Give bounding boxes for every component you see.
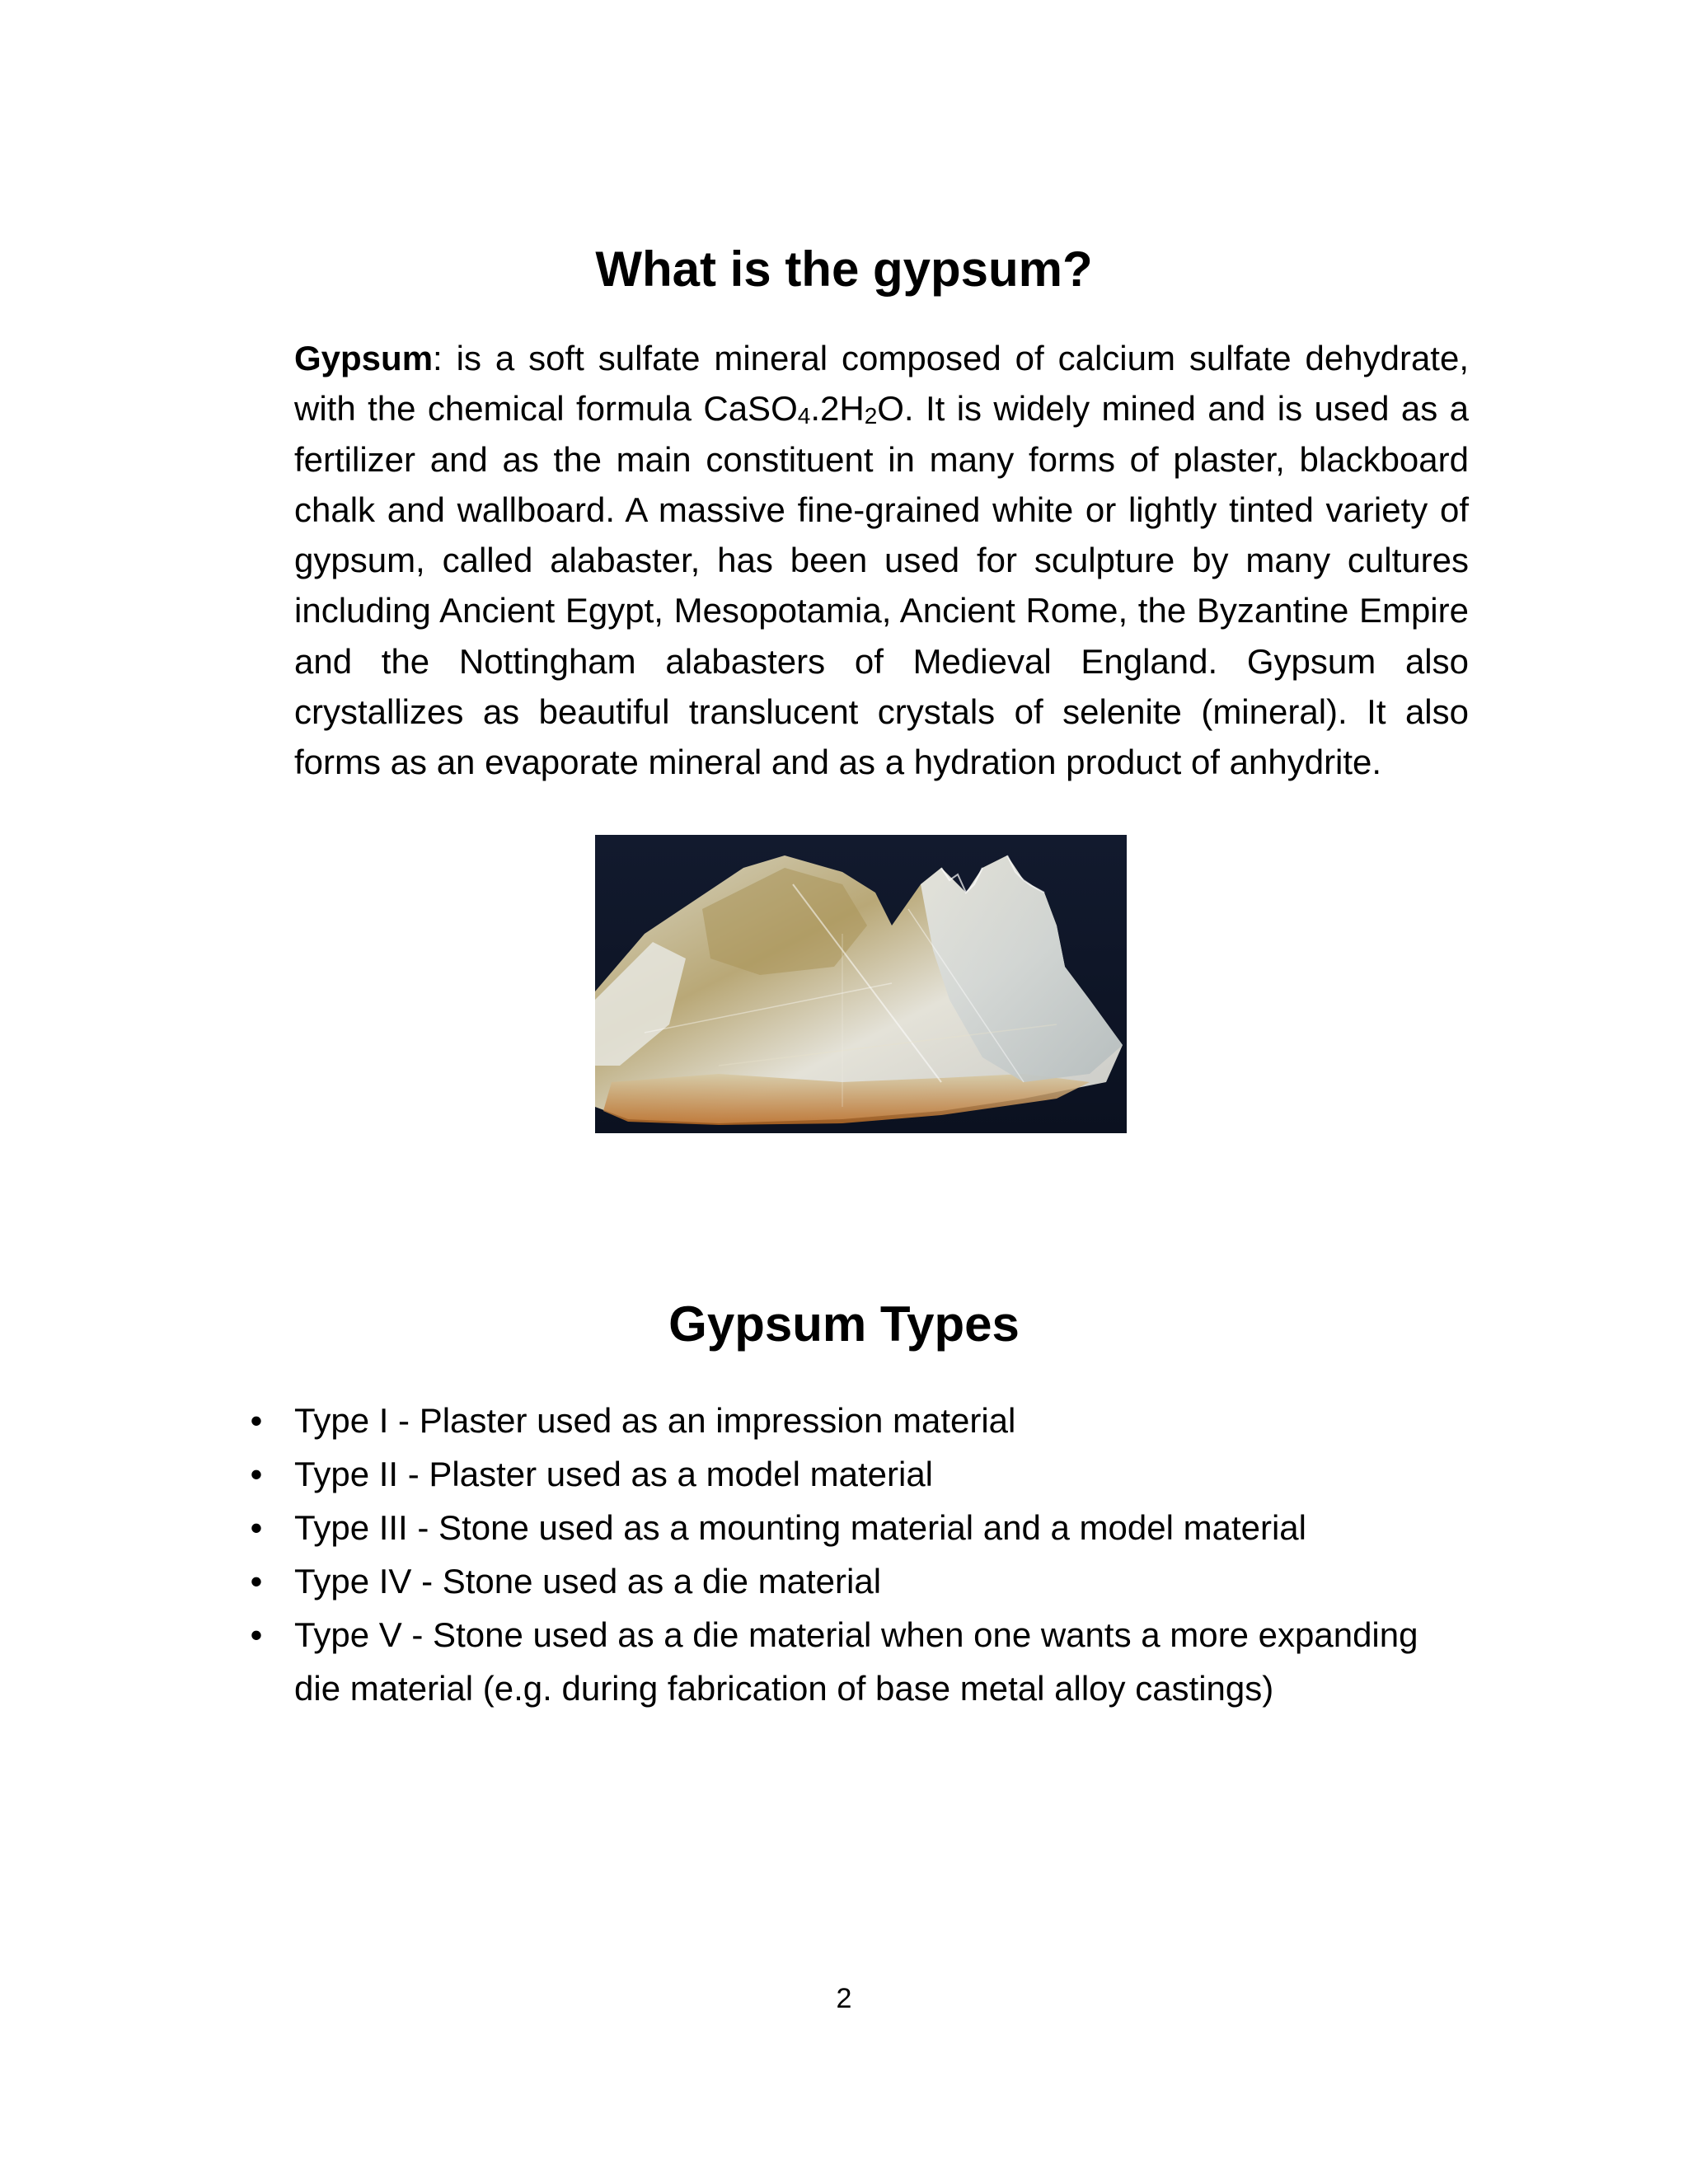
list-item-text: Type V - Stone used as a die material when one wants a more expanding die material (e.g. during fabrication of base metal alloy castings) [294, 1615, 1418, 1708]
bullet-icon: • [250, 1508, 263, 1547]
list-item [250, 1554, 1473, 1608]
section-title-gypsum-types: Gypsum Types [668, 1296, 1020, 1352]
list-item [250, 1501, 1473, 1554]
list-item-text: Type II - Plaster used as a model material [294, 1455, 934, 1493]
section-title-what-is-gypsum: What is the gypsum? [595, 241, 1093, 297]
bullet-icon: • [250, 1455, 263, 1493]
bullet-icon: • [250, 1562, 263, 1601]
page-number: 2 [836, 1983, 852, 2014]
list-item [250, 1447, 1473, 1501]
paragraph-text-part-1: : is a soft sulfate mineral composed of calcium sulfate dehydrate, with the chemical formula CaSO [294, 339, 1469, 429]
gypsum-types-list [250, 1394, 1473, 1715]
list-item-text: Type I - Plaster used as an impression material [294, 1401, 1016, 1440]
list-item-text: Type IV - Stone used as a die material [294, 1562, 882, 1601]
list-item [250, 1608, 1473, 1715]
list-item [250, 1394, 1473, 1447]
subscript-2: 2 [864, 403, 878, 429]
gypsum-term: Gypsum [294, 339, 434, 377]
subscript-4: 4 [797, 403, 811, 429]
paragraph-text-part-2: .2H [810, 389, 865, 429]
paragraph-text-part-3: O. It is widely mined and is used as a fertilizer and as the main constituent in many forms of plaster, blackboard chalk and wallboard. A massive fine-grained white or lightly tinted variety of gypsum, called alabaster, has been used for sculpture by many cultures including Ancient Egypt, Mesopotamia, Ancient Rome, the Byzantine Empire and the Nottingham alabasters of Medieval England. Gypsum also crystallizes as beautiful translucent crystals of selenite (mineral). It also forms as an evaporate mineral and as a hydration product of anhydrite. [294, 389, 1469, 782]
bullet-icon: • [250, 1615, 263, 1654]
gypsum-crystal-image [595, 835, 1127, 1133]
list-item-text: Type III - Stone used as a mounting material and a model material [294, 1508, 1306, 1547]
gypsum-description-paragraph [294, 333, 1469, 788]
gypsum-crystal-illustration [595, 835, 1127, 1133]
bullet-icon: • [250, 1401, 263, 1440]
